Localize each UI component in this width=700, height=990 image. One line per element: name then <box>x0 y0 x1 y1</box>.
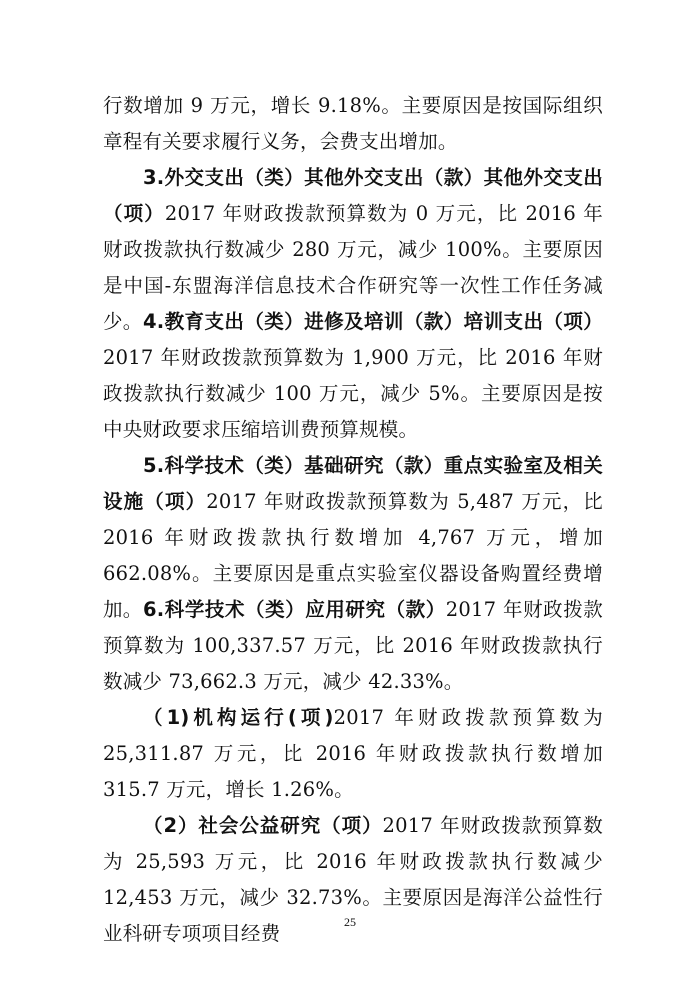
paragraph-text: 2017 年财政拨款预算数为 5,487 万元，比 2016 年财政拨款执行数增加 4,767 万元，增加 662.08%。主要原因是重点实验室仪器设备购置经费增加。 <box>103 490 603 621</box>
paragraph-item-4 <box>103 304 603 448</box>
paragraph-subitem-2 <box>103 808 603 952</box>
item-heading: 3.外交支出（类）其他外交支出（款）其他外交支出（项） <box>103 166 603 225</box>
paragraph-text: 2017 年财政拨款预算数为 0 万元，比 2016 年财政拨款执行数减少 280 万元，减少 100%。主要原因是中国-东盟海洋信息技术合作研究等一次性工作任务减少。 <box>103 202 603 333</box>
item-heading: （1)机构运行(项) <box>143 706 334 729</box>
paragraph-text: 2017 年财政拨款预算数为 1,900 万元，比 2016 年财政拨款执行数减少 100 万元，减少 5%。主要原因是按中央财政要求压缩培训费预算规模。 <box>103 346 603 441</box>
item-heading: （2）社会公益研究（项） <box>143 814 383 837</box>
page-number: 25 <box>344 915 356 929</box>
item-heading: 4.教育支出（类）进修及培训（款）培训支出（项） <box>143 310 603 333</box>
item-heading: 5.科学技术（类）基础研究（款）重点实验室及相关设施（项） <box>103 454 603 513</box>
paragraph-continuation <box>103 88 603 160</box>
paragraph-subitem-1 <box>103 700 603 808</box>
paragraph-text: 2017 年财政拨款预算数为 25,311.87 万元，比 2016 年财政拨款执行数增加 315.7 万元，增长 1.26%。 <box>103 706 604 801</box>
paragraph-text: 2017 年财政拨款预算数为 25,593 万元，比 2016 年财政拨款执行数减少 12,453 万元，减少 32.73%。主要原因是海洋公益性行业科研专项项目经费 <box>103 814 603 945</box>
paragraph-text: 2017 年财政拨款预算数为 100,337.57 万元，比 2016 年财政拨款执行数减少 73,662.3 万元，减少 42.33%。 <box>103 598 603 693</box>
item-heading: 6.科学技术（类）应用研究（款） <box>143 598 446 621</box>
paragraph-item-6 <box>103 592 603 700</box>
paragraph-text: 行数增加 9 万元，增长 9.18%。主要原因是按国际组织章程有关要求履行义务，会费支出增加。 <box>103 94 603 153</box>
